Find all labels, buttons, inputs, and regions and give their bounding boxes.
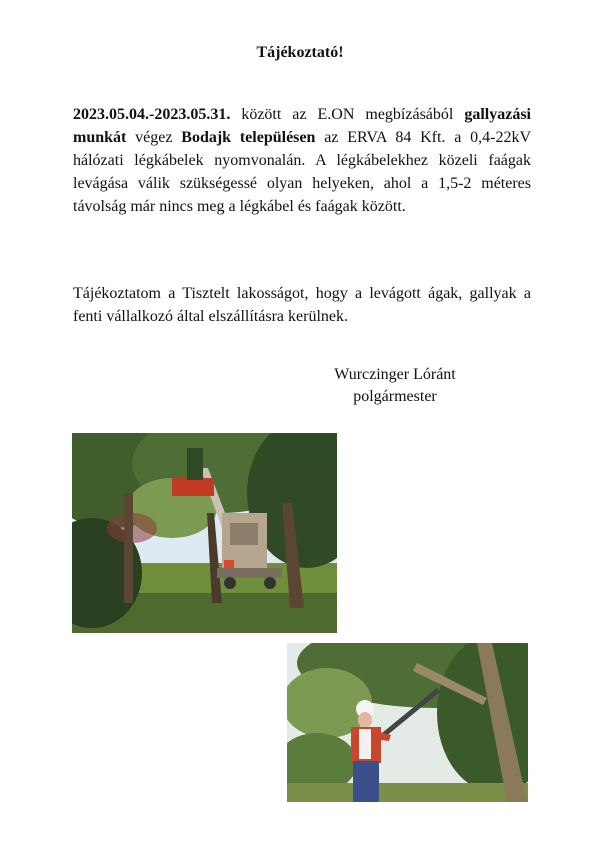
- notice-text-2: végez: [126, 129, 182, 146]
- page-title: Tájékoztató!: [256, 44, 344, 61]
- worker-illustration: [287, 643, 528, 802]
- aerial-lift-illustration: [72, 433, 337, 633]
- signer-name: Wurczinger Lóránt: [334, 366, 456, 383]
- location: Bodajk településen: [181, 129, 316, 146]
- info-paragraph: Tájékoztatom a Tisztelt lakosságot, hogy a levágott ágak, gallyak a fenti vállalkozó által elszállításra kerülnek.: [73, 285, 531, 325]
- notice-paragraph: [73, 103, 531, 218]
- signature-block: [300, 364, 490, 408]
- notice-text-3: az ERVA 84 Kft. a 0,4-22kV hálózati légkábelek nyomvonalán. A légkábelekhez közeli faágak levágása válik szükségessé olyan helyeken, ahol a 1,5-2 méteres távolság már nincs meg a légkábel és faágak között.: [73, 129, 532, 215]
- notice-text-1: között az E.ON megbízásából: [230, 106, 465, 123]
- signer-role: polgármester: [353, 388, 437, 405]
- photo-worker-pole-saw: [287, 643, 528, 802]
- work-type: gallyazási munkát: [73, 106, 531, 146]
- photo-aerial-lift: [72, 433, 337, 633]
- date-range: 2023.05.04.-2023.05.31.: [73, 106, 231, 123]
